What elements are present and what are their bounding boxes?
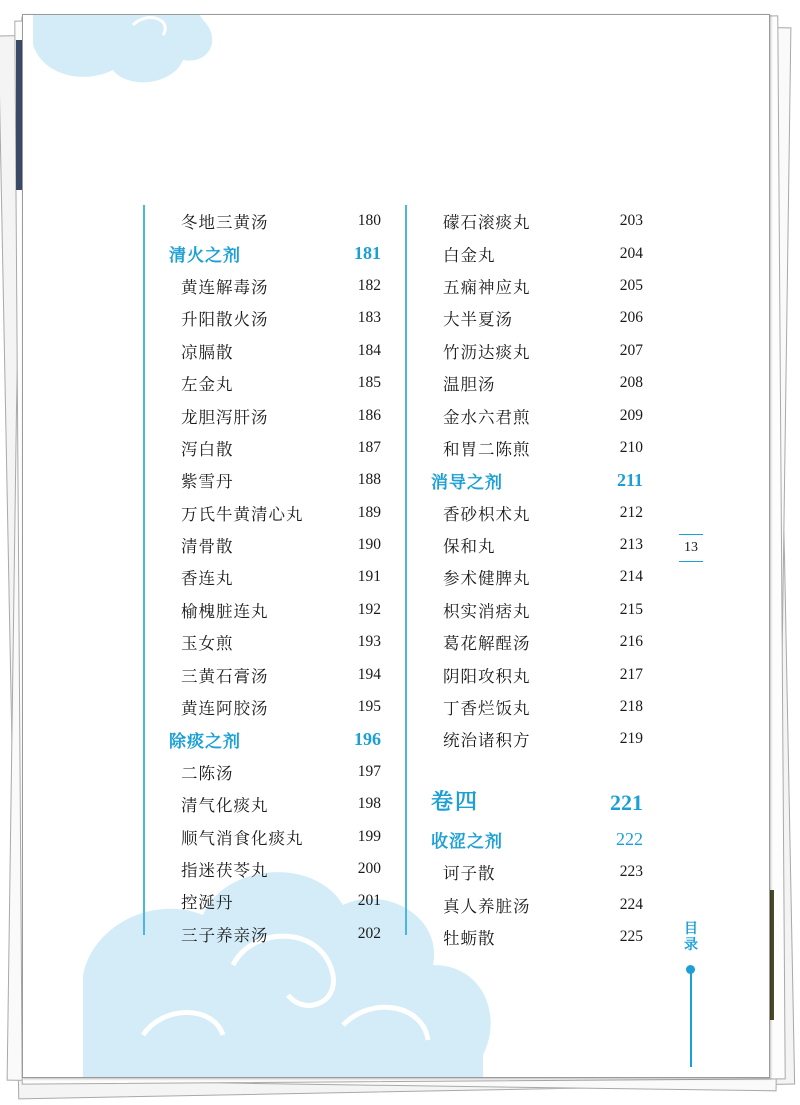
toc-entry-page: 213 [619,536,643,554]
toc-entry-title: 三黄石膏汤 [181,666,269,686]
toc-entry-page: 210 [619,438,643,456]
toc-volume-heading[interactable] [431,756,643,824]
toc-entry-title: 枳实消痞丸 [443,601,531,621]
toc-entry-title: 紫雪丹 [181,472,234,492]
toc-entry[interactable] [431,399,643,431]
toc-entry[interactable] [169,529,381,561]
toc-entry-page: 207 [619,341,643,359]
toc-entry-page: 195 [357,698,381,716]
toc-right-column [431,205,643,953]
toc-entry[interactable] [169,497,381,529]
toc-entry-title: 诃子散 [443,864,496,884]
toc-entry-title: 凉膈散 [181,342,234,362]
toc-entry-page: 198 [357,795,381,813]
toc-entry[interactable] [431,723,643,755]
toc-entry-title: 冬地三黄汤 [181,213,269,233]
toc-entry-page: 180 [357,212,381,230]
toc-entry-page: 224 [619,895,643,913]
running-title-dot [686,965,695,974]
toc-entry-page: 204 [619,244,643,262]
toc-entry-title: 葛花解酲汤 [443,634,531,654]
toc-entry-page: 209 [619,406,643,424]
toc-entry-title: 金水六君煎 [443,407,531,427]
toc-entry[interactable] [431,237,643,269]
toc-entry-title: 礞石滚痰丸 [443,213,531,233]
toc-entry[interactable] [169,820,381,852]
toc-entry-title: 龙胆泻肝汤 [181,407,269,427]
toc-entry-page: 218 [619,698,643,716]
toc-entry-page: 212 [619,503,643,521]
toc-entry-page: 222 [616,829,643,850]
toc-entry-title: 黄连阿胶汤 [181,699,269,719]
toc-entry-page: 197 [357,762,381,780]
toc-entry-title: 保和丸 [443,537,496,557]
toc-entry-title: 阴阳攻积丸 [443,666,531,686]
toc-entry-page: 225 [619,928,643,945]
toc-entry-page: 188 [357,471,381,489]
toc-entry-title: 白金丸 [443,245,496,265]
column-rule [143,205,145,935]
page-number: 13 [679,534,703,562]
toc-entry-page: 196 [354,728,381,749]
column-rule [405,205,407,935]
toc-entry-page: 187 [357,438,381,456]
toc-entry-title: 左金丸 [181,375,234,395]
toc-entry-title: 清骨散 [181,537,234,557]
toc-entry-title: 除痰之剂 [169,731,241,752]
running-title: 目录 [684,921,698,953]
toc-entry-page: 191 [357,568,381,586]
toc-entry-page: 219 [619,730,643,748]
toc-entry-title: 五痫神应丸 [443,277,531,297]
toc-entry-title: 万氏牛黄清心丸 [181,504,304,524]
toc-entry[interactable] [431,921,643,953]
toc-entry-page: 216 [619,633,643,651]
toc-entry-title: 泻白散 [181,439,234,459]
toc-entry[interactable] [431,302,643,334]
toc-entry[interactable] [431,432,643,464]
toc-entry[interactable] [169,205,381,237]
toc-entry[interactable] [169,464,381,496]
toc-entry-page: 182 [357,276,381,294]
toc-entry-page: 183 [357,309,381,327]
toc-entry[interactable] [169,302,381,334]
toc-entry[interactable] [431,270,643,302]
toc-entry[interactable] [169,270,381,302]
toc-entry-page: 217 [619,665,643,683]
toc-entry-page: 203 [619,212,643,230]
toc-entry-page: 186 [357,406,381,424]
toc-entry[interactable] [431,594,643,626]
toc-entry[interactable] [431,529,643,561]
toc-entry-title: 清气化痰丸 [181,796,269,816]
toc-entry[interactable] [169,594,381,626]
toc-entry-page: 193 [357,633,381,651]
toc-entry[interactable] [169,335,381,367]
toc-entry-page: 184 [357,341,381,359]
toc-entry-title: 竹沥达痰丸 [443,342,531,362]
toc-entry-page: 194 [357,665,381,683]
toc-entry[interactable] [169,691,381,723]
toc-entry-title: 卷四 [431,788,480,815]
toc-entry[interactable] [169,885,381,917]
toc-entry-title: 和胃二陈煎 [443,439,531,459]
toc-entry-title: 温胆汤 [443,375,496,395]
toc-entry-title: 黄连解毒汤 [181,277,269,297]
toc-entry[interactable] [169,626,381,658]
toc-entry[interactable] [169,756,381,788]
toc-entry-title: 大半夏汤 [443,310,513,330]
toc-entry[interactable] [169,367,381,399]
toc-entry-title: 控涎丹 [181,893,234,913]
toc-entry-title: 消导之剂 [431,472,503,493]
toc-entry-title: 参术健脾丸 [443,569,531,589]
toc-entry[interactable] [169,399,381,431]
toc-section-heading[interactable] [431,824,643,856]
toc-entry[interactable] [169,658,381,690]
toc-entry-page: 214 [619,568,643,586]
toc-entry-page: 223 [619,863,643,881]
toc-page [22,14,770,1078]
toc-entry-title: 顺气消食化痰丸 [181,828,304,848]
toc-entry-title: 升阳散火汤 [181,310,269,330]
toc-entry-page: 192 [357,600,381,618]
toc-left-column [169,205,381,950]
toc-entry[interactable] [431,626,643,658]
toc-entry-page: 202 [357,924,381,942]
toc-entry-page: 199 [357,827,381,845]
toc-section-heading[interactable] [169,723,381,755]
toc-entry[interactable] [431,888,643,920]
toc-entry[interactable] [169,918,381,950]
toc-entry-page: 190 [357,536,381,554]
toc-entry-page: 181 [354,243,381,264]
toc-entry-page: 189 [357,503,381,521]
toc-entry-title: 玉女煎 [181,634,234,654]
toc-entry[interactable] [431,367,643,399]
toc-entry-title: 三子养亲汤 [181,925,269,945]
running-title-rule [690,967,692,1067]
toc-entry[interactable] [431,658,643,690]
toc-entry-title: 榆槐脏连丸 [181,601,269,621]
toc-entry[interactable] [431,497,643,529]
toc-entry-title: 二陈汤 [181,763,234,783]
toc-entry-title: 香连丸 [181,569,234,589]
toc-entry-page: 206 [619,309,643,327]
toc-entry-page: 201 [357,892,381,910]
toc-entry-title: 香砂枳术丸 [443,504,531,524]
toc-entry-page: 208 [619,374,643,392]
toc-entry-title: 清火之剂 [169,246,241,267]
toc-entry[interactable] [431,856,643,888]
toc-entry-title: 丁香烂饭丸 [443,699,531,719]
toc-entry[interactable] [431,205,643,237]
toc-entry[interactable] [431,561,643,593]
toc-entry-page: 221 [610,789,643,815]
toc-section-heading[interactable] [431,464,643,496]
cloud-decoration-icon [33,14,233,95]
toc-entry[interactable] [169,432,381,464]
toc-entry[interactable] [169,788,381,820]
toc-entry-title: 收涩之剂 [431,832,503,853]
toc-entry[interactable] [431,691,643,723]
toc-entry-title: 指迷茯苓丸 [181,861,269,880]
toc-entry-page: 215 [619,600,643,618]
toc-entry[interactable] [169,853,381,885]
toc-entry-title: 牡蛎散 [443,929,496,948]
toc-entry-page: 185 [357,374,381,392]
toc-entry-page: 211 [616,469,643,490]
toc-section-heading[interactable] [169,237,381,269]
toc-entry-title: 统治诸积方 [443,731,531,751]
toc-entry[interactable] [431,335,643,367]
toc-entry[interactable] [169,561,381,593]
toc-entry-page: 205 [619,276,643,294]
toc-entry-title: 真人养脏汤 [443,896,531,916]
toc-entry-page: 200 [357,860,381,877]
